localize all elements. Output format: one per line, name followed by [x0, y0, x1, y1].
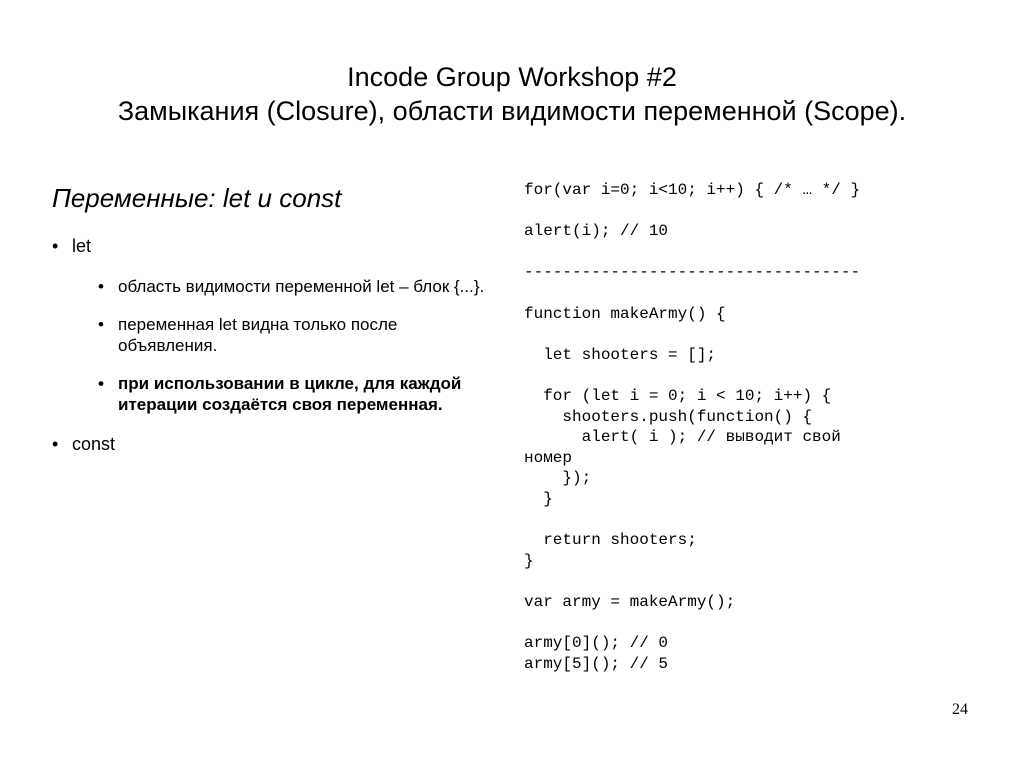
slide-title — [0, 60, 1024, 128]
bullet-let: • let — [52, 234, 492, 258]
page-number: 24 — [952, 701, 968, 718]
code-block: for(var i=0; i<10; i++) { /* … */ } alert(i); // 10 ----------------------------------- function makeArmy() { let shooters = []; for (let i = 0; i < 10; i++) { shooters.push(function() { alert( i ); // выводит свой номер }); } return shooters; } var army = makeArmy(); army[0](); // 0 army[5](); // 5 — [524, 181, 861, 673]
bullet-const: • const — [52, 432, 492, 456]
bullet-list — [52, 234, 492, 456]
left-column — [52, 180, 492, 456]
sub-bullet-scope: • область видимости переменной let – блок {...}. — [98, 276, 492, 297]
title-line-2: Замыкания (Closure), области видимости переменной (Scope). — [117, 96, 907, 126]
section-heading: Переменные: let и const — [52, 183, 342, 213]
let-sub-list — [52, 276, 492, 415]
sub-bullet-loop: • при использовании в цикле, для каждой итерации создаётся своя переменная. — [98, 373, 492, 415]
title-line-1: Incode Group Workshop #2 — [347, 62, 677, 92]
sub-bullet-visibility: • переменная let видна только после объявления. — [98, 314, 492, 356]
